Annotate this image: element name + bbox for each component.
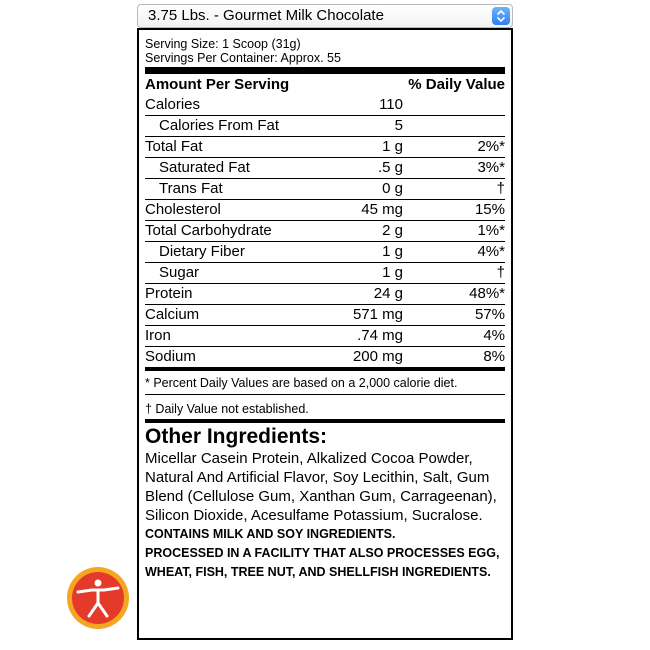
nutrient-amount: .74 mg	[357, 327, 403, 344]
nutrient-daily-value: 15%	[474, 201, 505, 218]
other-ingredients-text: Micellar Casein Protein, Alkalized Cocoa Powder, Natural And Artificial Flavor, Soy Lecithin, Salt, Gum Blend (Cellulose Gum, Xanthan Gum, Carrageenan), Silicon Dioxide, Acesulfame Potassium, Sucralose.	[145, 450, 497, 524]
nutrient-amount: 24 g	[373, 285, 403, 302]
nutrient-daily-value: †	[496, 264, 505, 281]
nutrient-amount: .5 g	[377, 159, 403, 176]
allergen-statement: CONTAINS MILK AND SOY INGREDIENTS.	[145, 527, 396, 541]
nutrient-daily-value: 4%	[483, 327, 505, 344]
column-header	[145, 74, 505, 95]
nutrient-amount: 571 mg	[352, 306, 403, 323]
nutrition-facts-label	[137, 28, 513, 640]
nutrient-row-calories	[145, 95, 505, 115]
other-ingredients-heading: Other Ingredients:	[145, 425, 328, 448]
nutrient-name: Sugar	[159, 264, 200, 281]
flavor-size-select[interactable]	[137, 4, 513, 28]
nutrient-amount: 1 g	[382, 138, 403, 155]
dagger-footnote: † Daily Value not established.	[145, 402, 309, 416]
nutrient-daily-value	[403, 116, 505, 135]
nutrient-row-trans-fat	[145, 178, 505, 199]
nutrient-amount: 200 mg	[352, 348, 403, 365]
nutrient-name: Dietary Fiber	[159, 243, 245, 260]
nutrient-amount: 2 g	[382, 222, 403, 239]
footnotes	[145, 371, 505, 419]
nutrient-name: Total Fat	[145, 138, 203, 155]
nutrient-amount: 1 g	[382, 264, 403, 281]
thick-divider	[145, 67, 505, 74]
nutrient-row-total-carbohydrate	[145, 220, 505, 241]
nutrient-name: Trans Fat	[159, 180, 223, 197]
percent-daily-footnote: * Percent Daily Values are based on a 2,000 calorie diet.	[145, 376, 458, 390]
nutrient-amount: 110	[379, 96, 403, 113]
nutrient-row-dietary-fiber	[145, 241, 505, 262]
nutrient-row-protein	[145, 283, 505, 304]
nutrient-daily-value: 2%*	[477, 138, 505, 155]
nutrient-name: Iron	[145, 327, 171, 344]
nutrient-daily-value: 1%*	[477, 222, 505, 239]
nutrient-row-sugar	[145, 262, 505, 283]
nutrient-daily-value: 8%	[483, 348, 505, 365]
serving-info	[145, 37, 505, 65]
nutrient-row-saturated-fat	[145, 157, 505, 178]
facility-statement: PROCESSED IN A FACILITY THAT ALSO PROCESSES EGG, WHEAT, FISH, TREE NUT, AND SHELLFISH INGREDIENTS.	[145, 546, 500, 579]
nutrient-row-total-fat	[145, 136, 505, 157]
nutrient-daily-value: †	[496, 180, 505, 197]
nutrient-name: Calcium	[145, 306, 200, 323]
nutrient-amount: 5	[394, 117, 403, 134]
select-arrows-icon[interactable]	[492, 7, 510, 25]
nutrient-daily-value: 3%*	[477, 159, 505, 176]
nutrient-amount: 1 g	[382, 243, 403, 260]
nutrient-name: Cholesterol	[145, 201, 221, 218]
nutrient-name: Sodium	[145, 348, 196, 365]
serving-size: Serving Size: 1 Scoop (31g)	[145, 37, 301, 51]
nutrient-row-calcium	[145, 304, 505, 325]
nutrient-name: Protein	[145, 285, 193, 302]
nutrient-amount: 45 mg	[361, 201, 403, 218]
nutrient-daily-value	[403, 95, 505, 114]
nutrient-row-sodium	[145, 346, 505, 367]
nutrient-daily-value: 57%	[474, 306, 505, 323]
nutrient-name: Saturated Fat	[159, 159, 250, 176]
select-value: 3.75 Lbs. - Gourmet Milk Chocolate	[148, 7, 384, 24]
nutrient-name: Total Carbohydrate	[145, 222, 272, 239]
nutrient-table	[145, 95, 505, 367]
nutrient-name: Calories From Fat	[159, 117, 280, 134]
nutrient-daily-value: 48%*	[469, 285, 505, 302]
nutrient-row-iron	[145, 325, 505, 346]
servings-per-container: Servings Per Container: Approx. 55	[145, 51, 341, 65]
footnote-divider	[145, 394, 505, 399]
nutrient-name: Calories	[145, 96, 201, 113]
nutrient-daily-value: 4%*	[477, 243, 505, 260]
nutrient-row-calories-from-fat	[145, 115, 505, 136]
nutrient-row-cholesterol	[145, 199, 505, 220]
nutrient-amount: 0 g	[382, 180, 403, 197]
martial-arts-figure-logo-icon	[66, 566, 130, 630]
daily-value-heading: % Daily Value	[408, 76, 505, 93]
amount-per-serving-heading: Amount Per Serving	[145, 76, 290, 93]
